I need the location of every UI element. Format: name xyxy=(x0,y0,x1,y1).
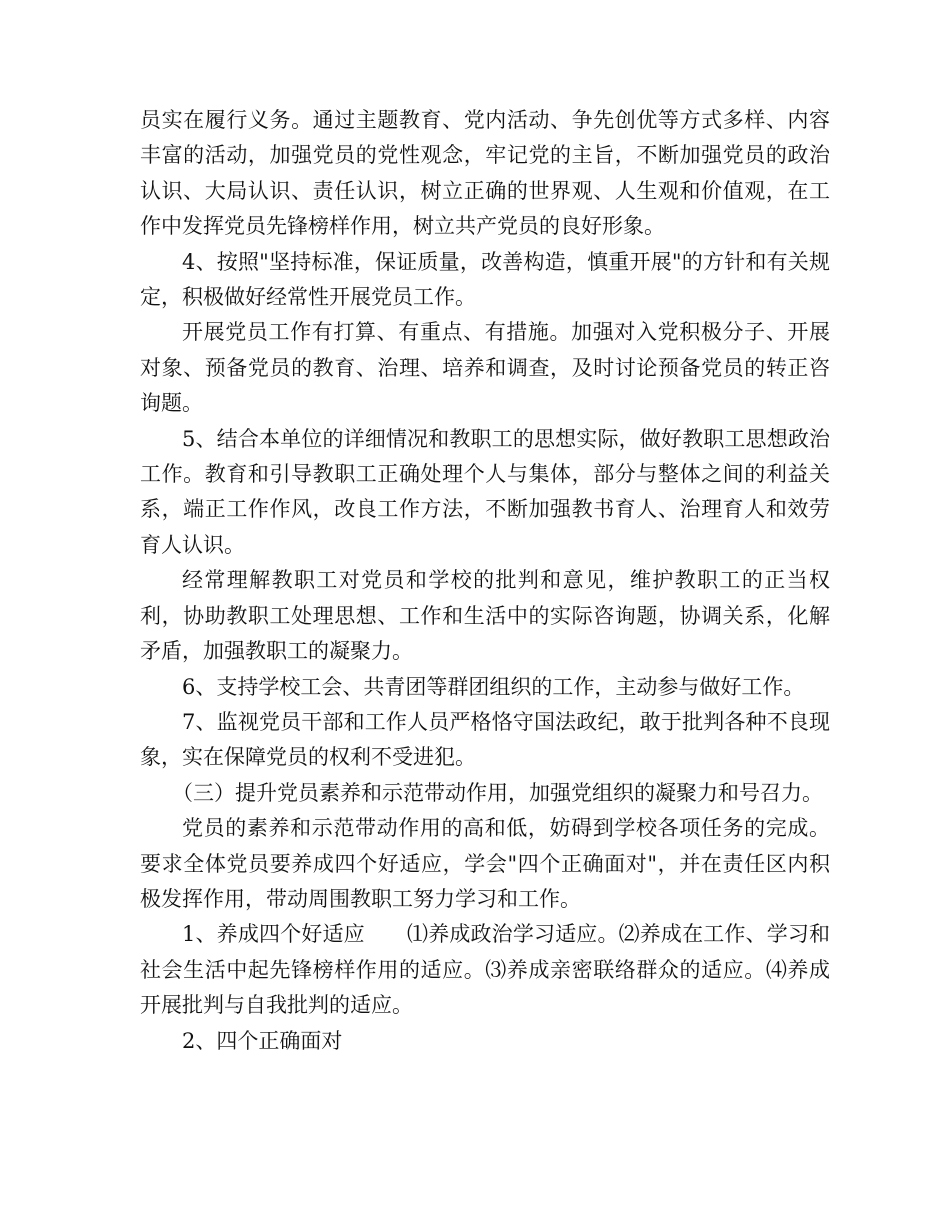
section-heading-3: （三）提升党员素养和示范带动作用，加强党组织的凝聚力和号召力。 xyxy=(172,780,823,805)
paragraph-party-development: 开展党员工作有打算、有重点、有措施。加强对入党积极分子、开展对象、预备党员的教育、治理、培养和调查，及时讨论预备党员的转正咨询题。 xyxy=(140,320,830,416)
paragraph-continuation: 员实在履行义务。通过主题教育、党内活动、争先创优等方式多样、内容丰富的活动，加强党员的党性观念，牢记党的主旨，不断加强党员的政治认识、大局认识、责任认识，树立正确的世界观、人生观和价值观，在工作中发挥党员先锋榜样作用，树立共产党员的良好形象。 xyxy=(140,108,830,239)
paragraph-party-quality: 党员的素养和示范带动作用的高和低，妨碍到学校各项任务的完成。要求全体党员要养成四个好适应，学会"四个正确面对"，并在责任区内积极发挥作用，带动周围教职工努力学习和工作。 xyxy=(140,816,830,911)
paragraph-four-correct-facing: 2、四个正确面对 xyxy=(182,1028,343,1053)
paragraph-item-4: 4、按照"坚持标准，保证质量，改善构造，慎重开展"的方针和有关规定，积极做好经常性开展党员工作。 xyxy=(140,249,830,310)
paragraph-item-5: 5、结合本单位的详细情况和教职工的思想实际，做好教职工思想政治工作。教育和引导教职工正确处理个人与集体，部分与整体之间的利益关系，端正工作作风，改良工作方法，不断加强教书育人、治理育人和效劳育人认识。 xyxy=(140,426,830,557)
document-page xyxy=(140,103,830,1059)
paragraph-four-habits: 1、养成四个好适应 ⑴养成政治学习适应。⑵养成在工作、学习和社会生活中起先锋榜样作用的适应。⑶养成亲密联络群众的适应。⑷养成开展批判与自我批判的适应。 xyxy=(140,922,830,1018)
paragraph-item-7: 7、监视党员干部和工作人员严格恪守国法政纪，敢于批判各种不良现象，实在保障党员的权利不受进犯。 xyxy=(140,709,830,770)
paragraph-item-6: 6、支持学校工会、共青团等群团组织的工作，主动参与做好工作。 xyxy=(182,674,805,699)
paragraph-staff-opinions: 经常理解教职工对党员和学校的批判和意见，维护教职工的正当权利，协助教职工处理思想、工作和生活中的实际咨询题，协调关系，化解矛盾，加强教职工的凝聚力。 xyxy=(140,568,830,664)
